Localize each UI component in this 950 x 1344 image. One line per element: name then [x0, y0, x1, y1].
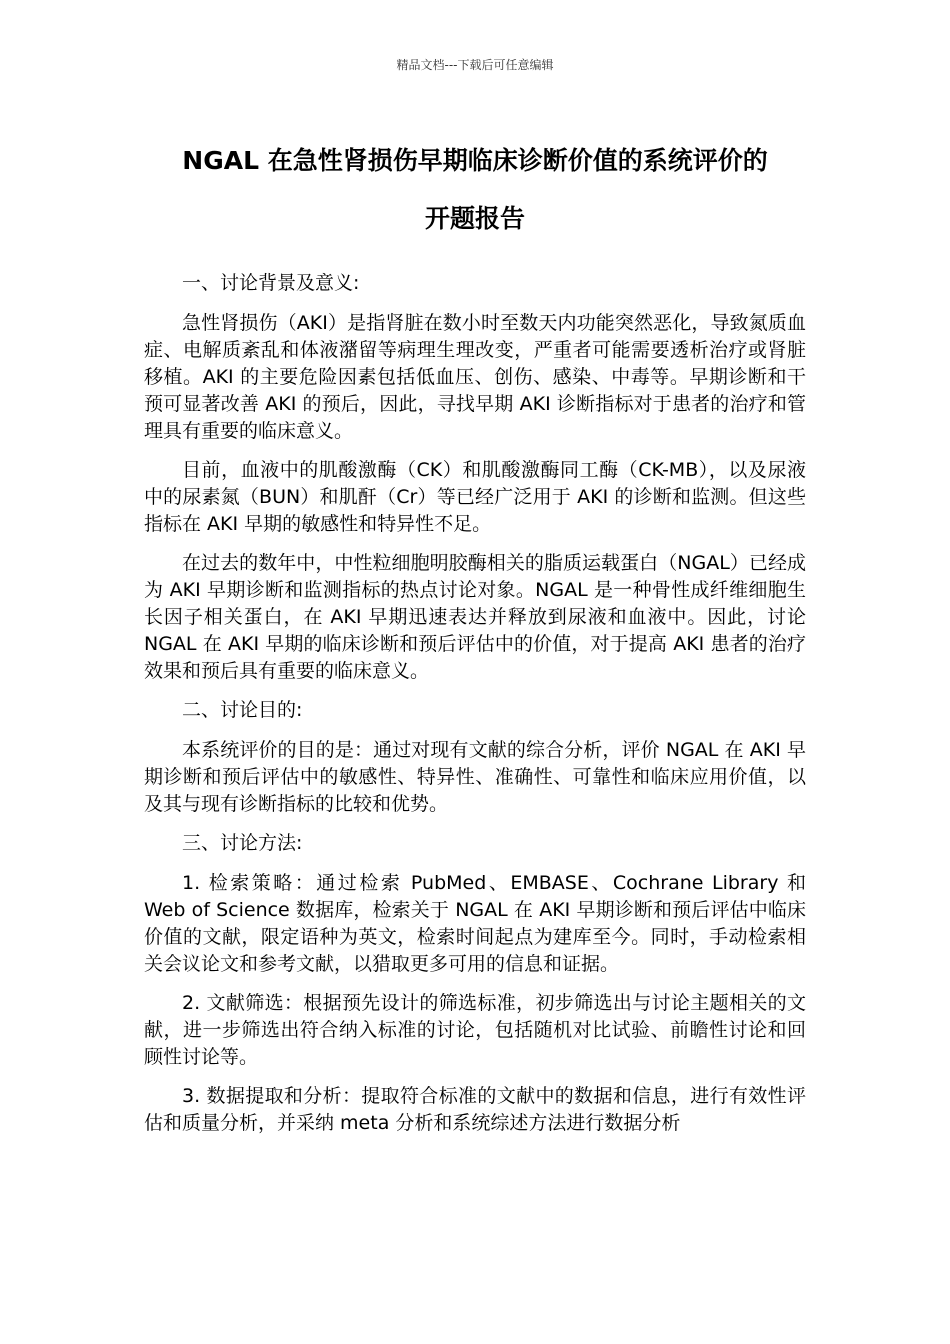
section-heading-methods: 三、讨论方法:: [182, 832, 303, 854]
paragraph-method-search: 1. 检索策略：通过检索 PubMed、EMBASE、Cochrane Library 和 Web of Science 数据库，检索关于 NGAL 在 AKI 早期诊断和预后评估中临床价值的文献，限定语种为英文，检索时间起点为建库至今。同时，手动检索相关会议论文和参考文献，以猎取更多可用的信息和证据。: [144, 872, 806, 975]
paragraph-background-3: 在过去的数年中，中性粒细胞明胶酶相关的脂质运载蛋白（NGAL）已经成为 AKI 早期诊断和监测指标的热点讨论对象。NGAL 是一种骨性成纤维细胞生长因子相关蛋白，在 AKI 早期迅速表达并释放到尿液和血液中。因此，讨论 NGAL 在 AKI 早期的临床诊断和预后评估中的价值，对于提高 AKI 患者的治疗效果和预后具有重要的临床意义。: [144, 552, 806, 682]
title-line-1: NGAL 在急性肾损伤早期临床诊断价值的系统评价的: [182, 146, 768, 175]
document-title: [120, 132, 830, 248]
title-line-2: 开题报告: [424, 204, 525, 233]
page-header-note: 精品文档---下载后可任意编辑: [396, 58, 554, 72]
section-heading-background: 一、讨论背景及意义:: [182, 272, 360, 294]
paragraph-method-screening: 2. 文献筛选：根据预先设计的筛选标准，初步筛选出与讨论主题相关的文献，进一步筛选出符合纳入标准的讨论，包括随机对比试验、前瞻性讨论和回顾性讨论等。: [144, 992, 806, 1068]
section-heading-purpose: 二、讨论目的:: [182, 699, 303, 721]
paragraph-background-2: 目前，血液中的肌酸激酶（CK）和肌酸激酶同工酶（CK-MB），以及尿液中的尿素氮（BUN）和肌酐（Cr）等已经广泛用于 AKI 的诊断和监测。但这些指标在 AKI 早期的敏感性和特异性不足。: [144, 459, 806, 535]
paragraph-method-analysis: 3. 数据提取和分析：提取符合标准的文献中的数据和信息，进行有效性评估和质量分析，并采纳 meta 分析和系统综述方法进行数据分析: [144, 1085, 806, 1134]
paragraph-background-1: 急性肾损伤（AKI）是指肾脏在数小时至数天内功能突然恶化，导致氮质血症、电解质紊乱和体液潴留等病理生理改变，严重者可能需要透析治疗或肾脏移植。AKI 的主要危险因素包括低血压、创伤、感染、中毒等。早期诊断和干预可显著改善 AKI 的预后，因此，寻找早期 AKI 诊断指标对于患者的治疗和管理具有重要的临床意义。: [144, 312, 806, 442]
document-body: [144, 270, 806, 1149]
paragraph-purpose: 本系统评价的目的是：通过对现有文献的综合分析，评价 NGAL 在 AKI 早期诊断和预后评估中的敏感性、特异性、准确性、可靠性和临床应用价值，以及其与现有诊断指标的比较和优势。: [144, 739, 806, 815]
